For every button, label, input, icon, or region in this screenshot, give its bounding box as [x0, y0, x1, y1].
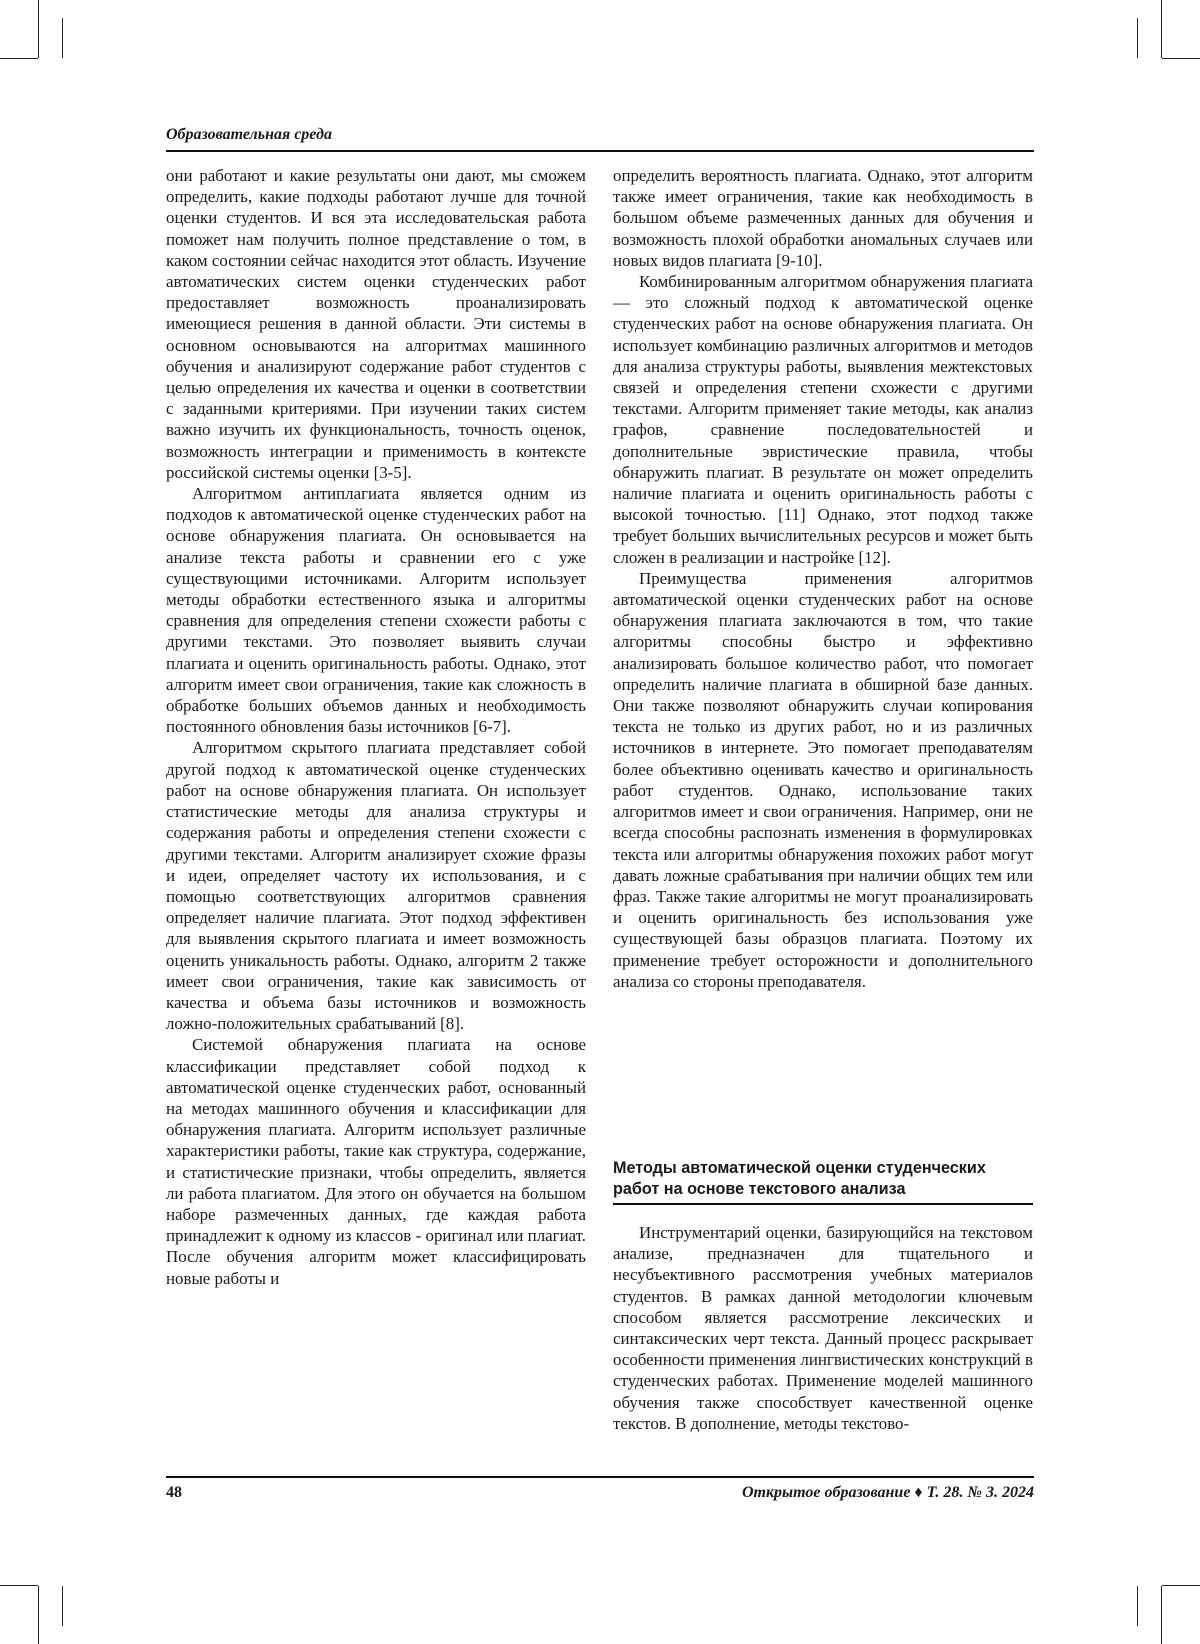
page-number: 48: [166, 1484, 182, 1501]
journal-citation: Открытое образование ♦ Т. 28. № 3. 2024: [741, 1484, 1034, 1501]
crop-mark-bl-v: [38, 1586, 39, 1644]
crop-mark-tr-v: [1161, 0, 1162, 58]
crop-mark-tl-h: [0, 58, 38, 59]
crop-mark-br-v: [1161, 1586, 1162, 1644]
section-heading: Методы автоматической оценки студенческих работ на основе текстового анализа: [613, 1159, 986, 1198]
paragraph: Алгоритмом скрытого плагиата представляет собой другой подход к автоматической оценке студенческих работ на основе обнаружения плагиата. Он использует статистические методы для анализа структуры и содержания работы и определения степени схожести с другими текстами. Алгоритм анализирует схожие фразы и идеи, определяет частоту их использования, и с помощью соответствующих алгоритмов сравнения определяет наличие плагиата. Этот подход эффективен для выявления скрытого плагиата и имеет возможность оценить уникальность работы. Однако, алгоритм 2 также имеет свои ограничения, такие как зависимость от качества и объема базы источников и возможность ложно-положительных срабатываний [8].: [166, 738, 586, 1034]
paragraph: Преимущества применения алгоритмов автоматической оценки студенческих работ на основе обнаружения плагиата заключаются в том, что такие алгоритмы способны быстро и эффективно анализировать большое количество работ, что помогает определить наличие плагиата в обширной базе данных. Они также позволяют обнаружить случаи копирования текста не только из других работ, но и из различных источников в интернете. Это помогает преподавателям более объективно оценивать качество и оригинальность работ студентов. Однако, использование таких алгоритмов имеет и свои ограничения. Например, они не всегда способны распознать изменения в формулировках текста или алгоритмы обнаружения похожих работ могут давать ложные срабатывания при наличии общих тем или фраз. Также такие алгоритмы не могут проанализировать и оценить оригинальность без использования уже существующей базы образцов плагиата. Поэтому их применение требует осторожности и дополнительного анализа со стороны преподавателя.: [613, 568, 1033, 991]
crop-mark-br-h: [1162, 1585, 1200, 1586]
crop-mark-tl-v: [38, 0, 39, 58]
paragraph: Алгоритмом антиплагиата является одним из подходов к автоматической оценке студенческих работ на основе обнаружения плагиата. Он основывается на анализе текста работы и сравнении его с уже существующими источниками. Алгоритм использует методы обработки естественного языка и алгоритмы сравнения для определения степени схожести работы с другими текстами. Это позволяет выявить случаи плагиата и оценить оригинальность работы. Однако, этот алгоритм имеет свои ограничения, такие как сложность в обработке больших объемов данных и необходимость постоянного обновления базы источников [6-7].: [166, 484, 586, 737]
crop-mark-bl-h: [0, 1585, 38, 1586]
crop-mark-br-v2: [1137, 1586, 1138, 1626]
crop-mark-tr-v2: [1137, 18, 1138, 58]
running-head: Образовательная среда: [166, 126, 332, 143]
crop-mark-bl-v2: [62, 1586, 63, 1626]
section-body: [613, 1222, 1033, 1434]
paragraph: Инструментарий оценки, базирующийся на текстовом анализе, предназначен для тщательного и несубъективного рассмотрения учебных материалов студентов. В рамках данной методологии ключевым способом является рассмотрение лексических и синтаксических черт текста. Данный процесс раскрывает особенности применения лингвистических конструкций в студенческих работах. Применение моделей машинного обучения также способствует качественной оценке текстов. В дополнение, методы текстово-: [613, 1223, 1033, 1433]
right-column: [613, 165, 1033, 992]
paragraph: они работают и какие результаты они дают, мы сможем определить, какие подходы работают лучше для точной оценки студентов. И вся эта исследовательская работа поможет нам получить полное представление о том, в каком состоянии сейчас находится этот область. Изучение автоматических систем оценки студенческих работ предоставляет возможность проанализировать имеющиеся решения в данной области. Эти системы в основном основываются на алгоритмах машинного обучения и анализируют содержание работ студентов с целью определения их качества и оценки в соответствии с заданными критериями. При изучении таких систем важно изучить их функциональность, точность оценок, возможность интеграции и применимость в контексте российской системы оценки [3-5].: [166, 166, 586, 482]
crop-mark-tr-h: [1162, 58, 1200, 59]
left-column: [166, 165, 586, 1289]
paragraph: Системой обнаружения плагиата на основе классификации представляет собой подход к автоматической оценке студенческих работ, основанный на методах машинного обучения и классификации для обнаружения плагиата. Алгоритм использует различные характеристики работы, такие как структура, содержание, и статистические признаки, чтобы определить, является ли работа плагиатом. Для этого он обучается на большом наборе размеченных данных, где каждая работа принадлежит к одному из классов - оригинал или плагиат. После обучения алгоритм может классифицировать новые работы и: [166, 1035, 586, 1288]
footer-rule: [166, 1476, 1034, 1478]
paragraph: определить вероятность плагиата. Однако, этот алгоритм также имеет ограничения, такие как необходимость в большом объеме размеченных данных для обучения и возможность плохой обработки аномальных случаев или новых видов плагиата [9-10].: [613, 166, 1033, 270]
section-heading-rule: [613, 1203, 1033, 1205]
crop-mark-tl-v2: [62, 18, 63, 58]
paragraph: Комбинированным алгоритмом обнаружения плагиата — это сложный подход к автоматической оценке студенческих работ на основе обнаружения плагиата. Он использует комбинацию различных алгоритмов и методов для анализа структуры работы, выявления межтекстовых связей и определения степени схожести с другими текстами. Алгоритм применяет такие методы, как анализ графов, сравнение последовательностей и дополнительные эвристические правила, чтобы обнаружить плагиат. В результате он может определить наличие плагиата и оценить оригинальность работы с высокой точностью. [11] Однако, этот подход также требует больших вычислительных ресурсов и может быть сложен в реализации и настройке [12].: [613, 272, 1033, 567]
header-rule: [166, 150, 1034, 152]
